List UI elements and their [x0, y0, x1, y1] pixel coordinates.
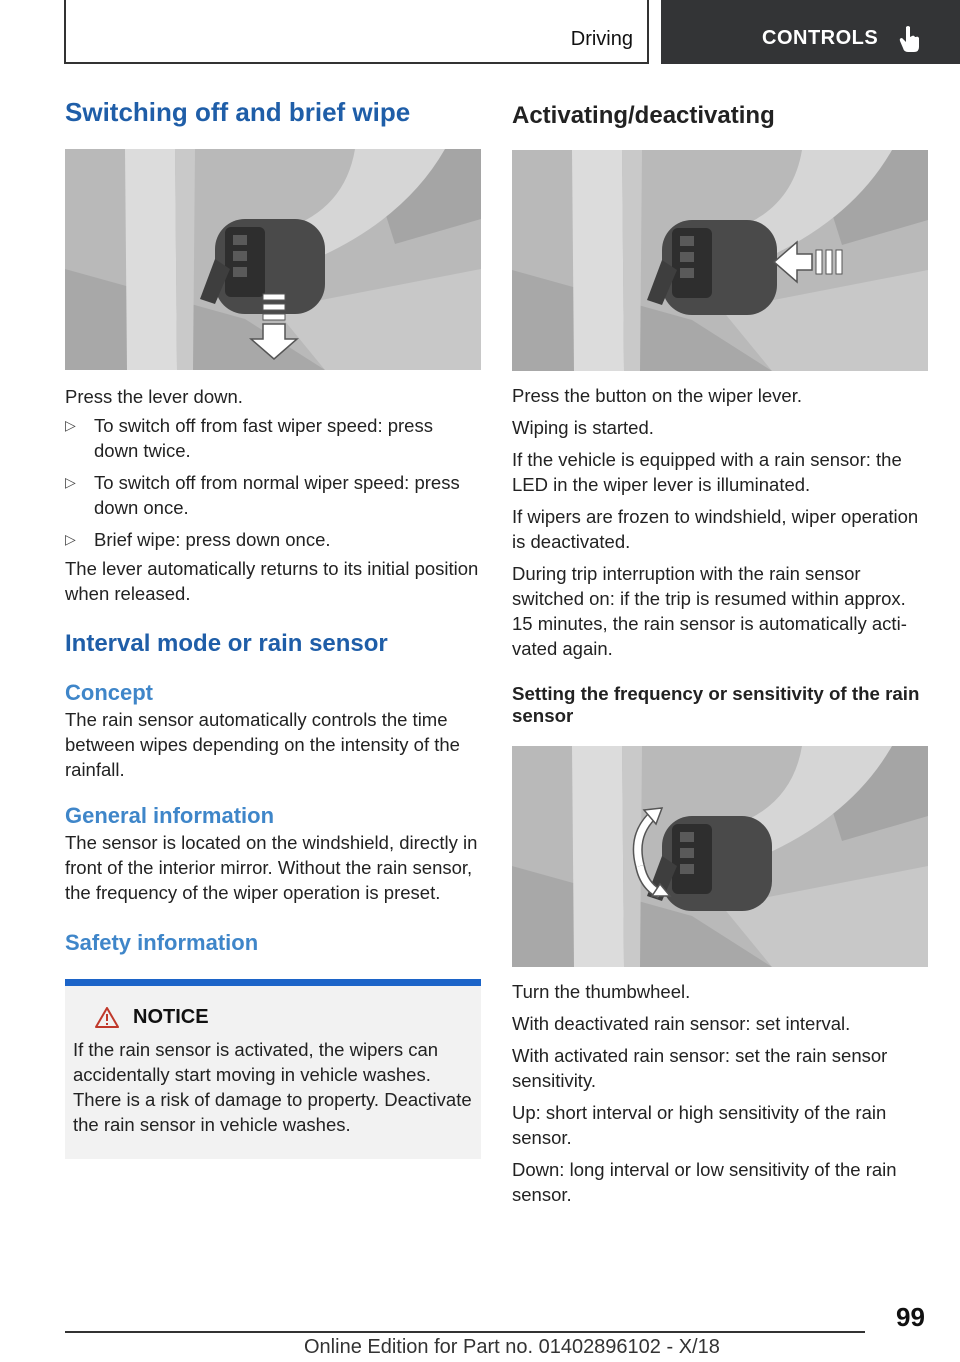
press-lever-text: Press the lever down.	[65, 386, 243, 407]
down-direction-text: Down: long interval or low sensitivity of the rain sensor.	[512, 1158, 897, 1205]
heading-concept: Concept	[65, 680, 153, 705]
wiping-started-text: Wiping is started.	[512, 416, 654, 438]
heading-setting-frequency: Setting the frequency or sensitivity of the rain sensor	[512, 682, 920, 726]
footer-edition-text: Online Edition for Part no. 01402896102 - X/18	[304, 1336, 720, 1358]
heading-safety-information: Safety information	[65, 930, 259, 955]
hand-pointer-icon	[899, 25, 921, 53]
left-column	[65, 96, 481, 1159]
general-information-text: The sensor is located on the windshield, directly in front of the interior mirror. Without the rain sensor, the frequency of the wiper operation is preset.	[65, 832, 478, 903]
bullet-list	[65, 413, 481, 552]
press-button-text: Press the button on the wiper lever.	[512, 384, 803, 406]
notice-header	[95, 1006, 473, 1029]
turn-thumbwheel-text: Turn the thumbwheel.	[512, 980, 691, 1002]
heading-general-information: General information	[65, 803, 275, 828]
deactivated-rain-sensor-text: With deactivated rain sensor: set interval.	[512, 1012, 851, 1034]
activated-rain-sensor-text: With activated rain sensor: set the rain sensor sensitivity.	[512, 1044, 888, 1091]
frozen-wipers-text: If wipers are frozen to windshield, wiper operation is deactivated.	[512, 505, 919, 552]
concept-text: The rain sensor automatically controls the time between wipes depending on the intensity of the rainfall.	[65, 709, 460, 780]
right-column	[512, 96, 928, 1207]
up-direction-text: Up: short interval or high sensitivity of the rain sensor.	[512, 1101, 887, 1148]
trip-interruption-text: During trip interruption with the rain sensor switched on: if the trip is resumed within approx. 15 minutes, the rain sensor is automatically activated again.	[512, 562, 907, 659]
triangle-bullet-icon: ▷	[65, 417, 76, 433]
heading-activating-deactivating: Activating/deactivating	[512, 102, 775, 129]
rain-sensor-led-text: If the vehicle is equipped with a rain sensor: the LED in the wiper lever is illuminated.	[512, 448, 902, 495]
heading-switching-off: Switching off and brief wipe	[65, 97, 411, 127]
warning-triangle-icon	[95, 1007, 119, 1028]
notice-title: NOTICE	[133, 1006, 209, 1028]
header-chapter-box	[661, 0, 960, 64]
list-item: ▷ To switch off from normal wiper speed: press down once.	[65, 472, 460, 518]
returns-text: The lever automatically returns to its initial position when released.	[65, 558, 479, 604]
heading-interval-mode: Interval mode or rain sensor	[65, 630, 388, 657]
figure-turn-thumbwheel	[512, 746, 928, 967]
figure-press-lever-down	[65, 149, 481, 370]
figure-press-button	[512, 150, 928, 371]
triangle-bullet-icon: ▷	[65, 474, 76, 490]
header-chapter-title: CONTROLS	[762, 27, 879, 49]
notice-box	[65, 979, 481, 1159]
page-number: 99	[896, 1302, 925, 1332]
list-item: ▷ Brief wipe: press down once.	[65, 529, 331, 550]
triangle-bullet-icon: ▷	[65, 531, 76, 547]
notice-text: If the rain sensor is activated, the wipers can accidentally start moving in vehicle washes. There is a risk of damage to property. Deactivate the rain sensor in vehicle washes.	[73, 1039, 472, 1135]
list-item: ▷ To switch off from fast wiper speed: press down twice.	[65, 415, 433, 461]
header-section-title: Driving	[570, 28, 633, 50]
header-section-box	[64, 0, 649, 64]
footer-divider	[65, 1331, 865, 1333]
